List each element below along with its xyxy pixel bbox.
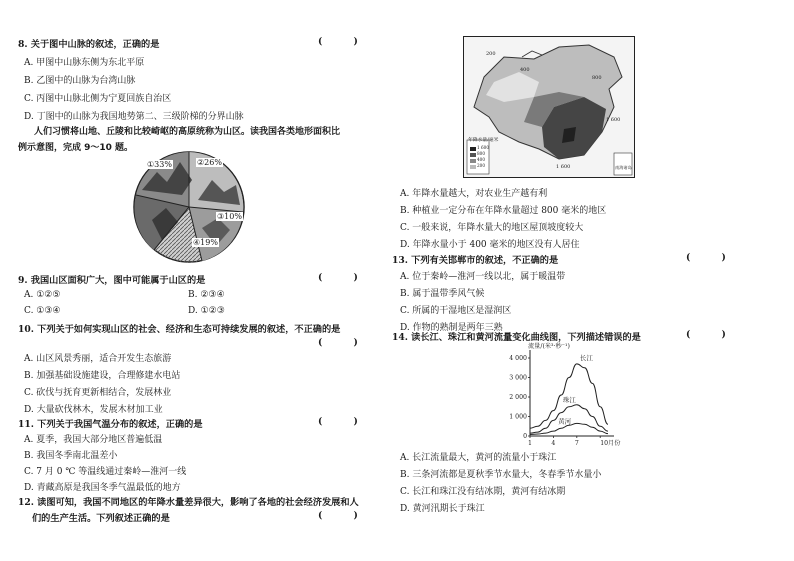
q13-option-d[interactable]: D. 作物的熟制是两年三熟 [400, 323, 503, 333]
q13-stem: 13. 下列有关邯郸市的叙述，不正确的是 [392, 255, 559, 266]
q8-option-b[interactable]: B. 乙图中的山脉为台湾山脉 [24, 76, 136, 86]
series-label-2: 珠江 [562, 395, 576, 404]
q11-option-c[interactable]: C. 7 月 0 ℃ 等温线通过秦岭—淮河一线 [24, 467, 187, 477]
y-tick-label: 4 000 [509, 355, 527, 362]
y-axis-label: 流量/(米³·秒⁻¹) [528, 343, 570, 350]
q14-stem: 14. 读长江、珠江和黄河流量变化曲线图，下列描述错误的是 [392, 332, 641, 343]
q11-option-d[interactable]: D. 青藏高原是我国冬季气温最低的地方 [24, 483, 181, 493]
y-tick-label: 3 000 [509, 374, 527, 382]
q12-stem-line-2: 们的生产生活。下列叙述正确的是 [32, 513, 170, 524]
q10-option-d[interactable]: D. 大量砍伐林木，发展木材加工业 [24, 405, 163, 415]
intro-line-2: 例示意图，完成 9～10 题。 [18, 143, 134, 153]
q9-option-a[interactable]: A. ①②⑤ [24, 290, 61, 300]
q9-option-c[interactable]: C. ①③④ [24, 306, 61, 316]
precipitation-map [463, 36, 635, 178]
map-legend-title: 年降水量/毫米 [468, 138, 499, 143]
map-legend-1600: 1 600 [477, 145, 489, 150]
pie-label-3: ③10% [217, 212, 242, 221]
x-tick-label: 1 [528, 440, 532, 447]
x-tick-label: 4 [551, 440, 556, 447]
q9-option-b[interactable]: B. ②③④ [188, 290, 225, 300]
q8-option-c[interactable]: C. 丙图中山脉北侧为宁夏回族自治区 [24, 94, 172, 104]
x-tick-label: 10月份 [600, 440, 621, 447]
x-tick-label: 7 [574, 440, 579, 447]
terrain-pie-figure [132, 150, 246, 264]
q14-option-c[interactable]: C. 长江和珠江没有结冰期，黄河有结冰期 [400, 487, 566, 497]
q9-stem: 9. 我国山区面积广大，图中可能属于山区的是 [18, 275, 206, 286]
q11-answer-paren[interactable]: ( ) [318, 416, 372, 427]
map-iso-1600-south: 1 600 [556, 164, 571, 170]
series-label-1: 长江 [579, 353, 593, 362]
intro-line-1: 人们习惯将山地、丘陵和比较崎岖的高原统称为山区。读我国各类地形面积比 [34, 127, 341, 137]
y-tick-label: 0 [523, 433, 527, 440]
q12-answer-paren[interactable]: ( ) [318, 510, 372, 521]
map-iso-1600-east: 1 600 [606, 117, 621, 123]
map-inset-label: 南海诸岛 [615, 165, 632, 170]
q10-answer-paren[interactable]: ( ) [318, 337, 372, 348]
q10-stem: 10. 下列关于如何实现山区的社会、经济和生态可持续发展的叙述，不正确的是 [18, 324, 341, 335]
q13-answer-paren[interactable]: ( ) [686, 252, 740, 263]
q12-option-c[interactable]: C. 一般来说，年降水量大的地区屋顶坡度较大 [400, 223, 584, 233]
q14-option-d[interactable]: D. 黄河汛期长于珠江 [400, 504, 485, 514]
q10-option-b[interactable]: B. 加强基础设施建设，合理修建水电站 [24, 371, 181, 381]
river-discharge-chart [490, 342, 640, 450]
q12-option-d[interactable]: D. 年降水量小于 400 毫米的地区没有人居住 [400, 240, 580, 250]
map-iso-800: 800 [592, 75, 602, 81]
q8-stem: 8. 关于图中山脉的叙述，正确的是 [18, 39, 160, 50]
y-tick-label: 1 000 [509, 413, 527, 421]
map-iso-400: 400 [520, 67, 530, 73]
q11-stem: 11. 下列关于我国气温分布的叙述，正确的是 [18, 419, 203, 430]
q14-option-b[interactable]: B. 三条河流都是夏秋季节水量大，冬春季节水量小 [400, 470, 602, 480]
q8-answer-paren[interactable]: ( ) [318, 36, 372, 47]
pie-label-2: ②26% [197, 158, 222, 167]
q9-option-d[interactable]: D. ①②③ [188, 306, 225, 316]
y-tick-label: 2 000 [509, 394, 527, 401]
map-legend-200: 200 [477, 163, 485, 168]
precipitation-map-svg [464, 37, 634, 177]
q11-option-a[interactable]: A. 夏季，我国大部分地区普遍低温 [24, 435, 163, 445]
q10-option-c[interactable]: C. 砍伐与抚育更新相结合，发展林业 [24, 388, 172, 398]
q14-option-a[interactable]: A. 长江流量最大，黄河的流量小于珠江 [400, 453, 557, 463]
map-iso-200: 200 [486, 51, 496, 57]
q12-option-a[interactable]: A. 年降水量越大，对农业生产越有利 [400, 189, 548, 199]
map-legend-400: 400 [477, 157, 485, 162]
pie-label-1: ①33% [147, 160, 172, 169]
q12-option-b[interactable]: B. 种植业一定分布在年降水量超过 800 毫米的地区 [400, 206, 607, 216]
q8-option-d[interactable]: D. 丁图中的山脉为我国地势第二、三级阶梯的分界山脉 [24, 112, 244, 122]
q13-option-b[interactable]: B. 属于温带季风气候 [400, 289, 485, 299]
river-discharge-svg [490, 342, 640, 450]
q13-option-c[interactable]: C. 所属的干湿地区是湿润区 [400, 306, 512, 316]
map-legend-800: 800 [477, 151, 485, 156]
q14-answer-paren[interactable]: ( ) [686, 329, 740, 340]
series-label-3: 黄河 [558, 417, 572, 426]
q13-option-a[interactable]: A. 位于秦岭—淮河一线以北，属于暖温带 [400, 272, 566, 282]
q9-answer-paren[interactable]: ( ) [318, 272, 372, 283]
q8-option-a[interactable]: A. 甲图中山脉东侧为东北平原 [24, 58, 145, 68]
q10-option-a[interactable]: A. 山区风景秀丽，适合开发生态旅游 [24, 354, 172, 364]
q12-stem-line-1: 12. 读图可知，我国不同地区的年降水量差异很大，影响了各地的社会经济发展和人 [18, 497, 359, 508]
q11-option-b[interactable]: B. 我国冬季南北温差小 [24, 451, 118, 461]
pie-label-4: ④19% [193, 238, 218, 247]
